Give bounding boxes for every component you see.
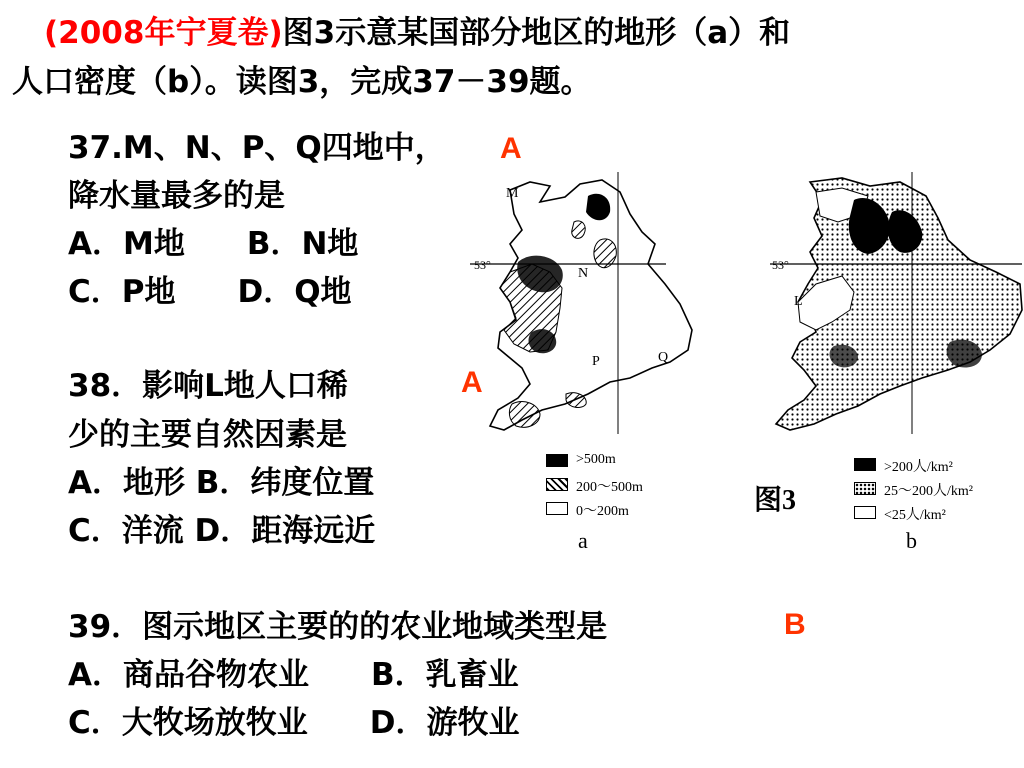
terrain-map-a [470, 172, 692, 434]
q37-options-ab: A．M地 B．N地 [68, 226, 359, 262]
map-a-label-q: Q [658, 350, 669, 365]
q39-options-ab: A．商品谷物农业 B．乳畜业 [68, 657, 519, 693]
question-header [44, 15, 791, 51]
map-a-label-n: N [578, 266, 589, 281]
legend-a-label-low: 0～200m [576, 504, 629, 519]
q38-stem-line2: 少的主要自然因素是 [68, 417, 347, 453]
map-a-label-p: P [592, 354, 600, 369]
legend-a-swatch-low [546, 502, 568, 515]
map-a-legend [546, 452, 686, 522]
legend-b-swatch-high [854, 458, 876, 471]
header-line2: 人口密度（b）。读图3，完成37－39题。 [12, 64, 592, 100]
legend-a-label-mid: 200～500m [576, 480, 643, 495]
q37-answer: A [500, 132, 522, 165]
map-a-latitude: 53° [474, 258, 491, 272]
figure-label: 图3 [754, 485, 797, 516]
header-line1: 图3示意某国部分地区的地形（a）和 [282, 15, 791, 51]
legend-a-swatch-mid [546, 478, 568, 491]
legend-b-swatch-low [854, 506, 876, 519]
q38-options-cd: C．洋流 D．距海远近 [68, 513, 376, 549]
q37-stem-line2: 降水量最多的是 [68, 178, 285, 214]
map-b-latitude: 53° [772, 258, 789, 272]
figure-3 [470, 172, 1024, 554]
q37-stem-line1: 37.M、N、P、Q四地中， [68, 130, 446, 166]
q39-options-cd: C．大牧场放牧业 D．游牧业 [68, 705, 520, 741]
legend-b-label-mid: 25～200人/km² [884, 484, 973, 499]
map-b-legend [854, 456, 1014, 526]
legend-a-swatch-high [546, 454, 568, 467]
q39-answer: B [784, 608, 806, 641]
legend-b-label-low: <25人/km² [884, 508, 946, 523]
q37-options-cd: C．P地 D．Q地 [68, 274, 352, 310]
map-b-caption: b [906, 528, 917, 553]
map-a-label-m: M [506, 186, 519, 201]
q39-stem: 39．图示地区主要的的农业地域类型是 [68, 609, 608, 645]
q38-options-ab: A．地形 B．纬度位置 [68, 465, 375, 501]
q38-answer: A [461, 366, 483, 399]
legend-a-label-high: >500m [576, 452, 616, 467]
population-map-b [770, 172, 1022, 434]
map-b-label-l: L [794, 294, 803, 309]
q38-stem-line1: 38．影响L地人口稀 [68, 368, 348, 404]
map-a-caption: a [578, 528, 588, 553]
legend-b-label-high: >200人/km² [884, 460, 953, 475]
legend-b-swatch-mid [854, 482, 876, 495]
exam-source: (2008年宁夏卷) [44, 15, 283, 51]
